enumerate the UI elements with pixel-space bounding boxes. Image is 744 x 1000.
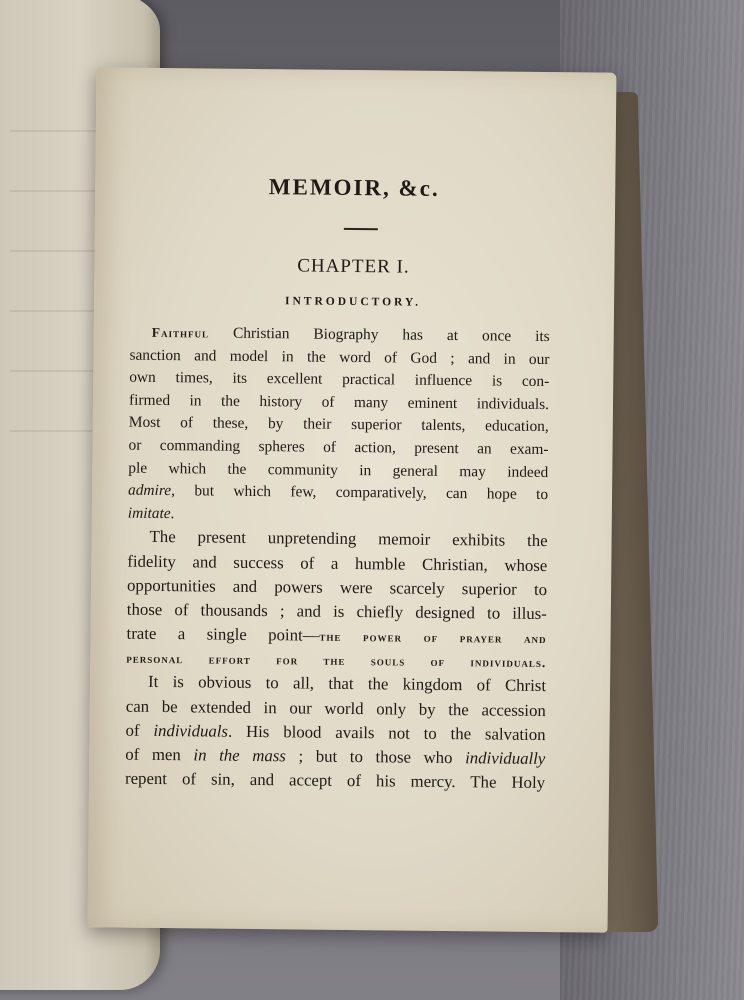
text-line: ple which the community in general may indeed xyxy=(128,459,549,481)
text-line: of individuals. His blood avails not to the salvation xyxy=(125,720,546,744)
text-line: It is obvious to all, that the kingdom of Christ xyxy=(147,672,547,696)
chapter-heading: CHAPTER I. xyxy=(297,255,410,278)
show-through-line xyxy=(10,310,100,312)
show-through-line xyxy=(10,370,100,372)
book-page xyxy=(88,67,617,932)
text-line: can be extended in our world only by the accession xyxy=(125,696,546,720)
text-line: Faithful Christian Biography has at once its xyxy=(151,324,550,346)
show-through-line xyxy=(10,190,100,192)
page-text-block xyxy=(122,68,581,933)
text-line: firmed in the history of many eminent individuals. xyxy=(128,391,550,413)
text-line: fidelity and success of a humble Christian, whose xyxy=(127,551,548,575)
text-line: admire, but which few, comparatively, can hope to xyxy=(128,481,549,504)
show-through-line xyxy=(10,430,100,432)
chapter-subtitle: INTRODUCTORY. xyxy=(284,295,422,309)
page-title: MEMOIR, &c. xyxy=(268,174,440,201)
text-line: imitate. xyxy=(127,504,175,522)
text-line: sanction and model in the word of God ; and in our xyxy=(129,346,550,368)
text-line: those of thousands ; and is chiefly designed to illus- xyxy=(126,599,547,623)
body-text xyxy=(125,322,550,796)
text-line: own times, its excellent practical influence is con- xyxy=(129,368,550,391)
text-line: Most of these, by their superior talents, education, xyxy=(128,414,549,436)
title-rule xyxy=(344,228,378,230)
text-line: of men in the mass ; but to those who individually xyxy=(125,744,546,769)
text-line: opportunities and powers were scarcely superior to xyxy=(126,575,548,599)
show-through-line xyxy=(10,250,100,252)
show-through-line xyxy=(10,130,100,132)
text-line: repent of sin, and accept of his mercy. The Holy xyxy=(124,768,546,793)
text-line: The present unpretending memoir exhibits the xyxy=(149,527,548,551)
text-line: personal effort for the souls of individuals. xyxy=(126,650,547,671)
text-line: trate a single point—the power of prayer and xyxy=(126,623,547,647)
text-line: or commanding spheres of action, present an exam- xyxy=(128,436,549,459)
